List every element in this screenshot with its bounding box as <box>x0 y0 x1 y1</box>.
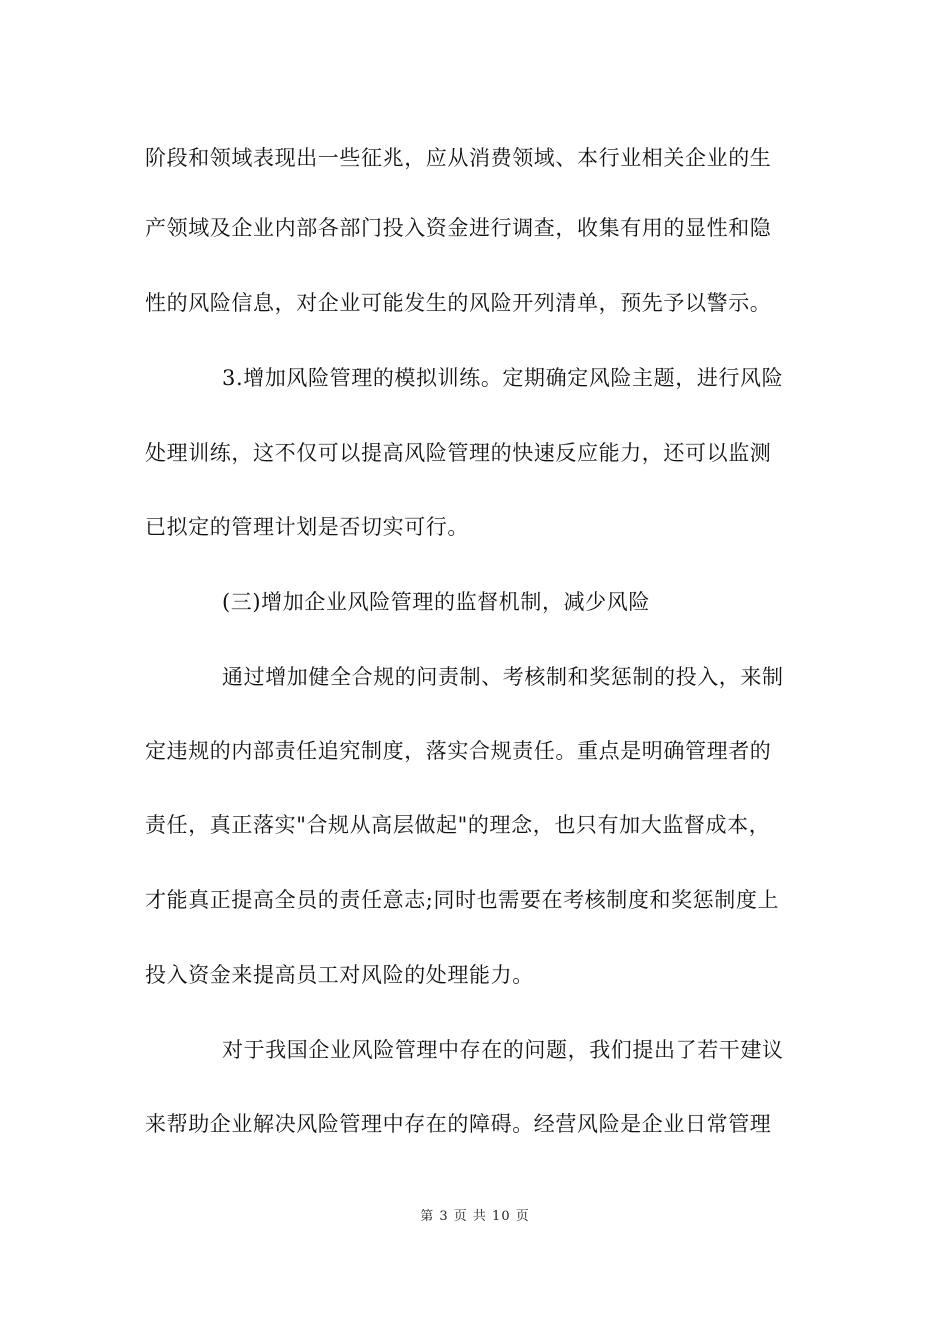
text-line: 通过增加健全合规的问责制、考核制和奖惩制的投入，来制 <box>222 665 784 689</box>
text-line: 产领域及企业内部各部门投入资金进行调查，收集有用的显性和隐 <box>145 216 772 240</box>
text-line: 才能真正提高全员的责任意志;同时也需要在考核制度和奖惩制度上 <box>145 888 780 912</box>
text-line: 已拟定的管理计划是否切实可行。 <box>145 515 469 539</box>
text-line: 阶段和领域表现出一些征兆，应从消费领域、本行业相关企业的生 <box>145 146 772 170</box>
section-heading: (三)增加企业风险管理的监督机制，减少风险 <box>222 590 650 614</box>
text-line: 来帮助企业解决风险管理中存在的障碍。经营风险是企业日常管理 <box>145 1112 772 1136</box>
page-footer: 第 3 页 共 10 页 <box>420 1209 530 1224</box>
text-line: 定违规的内部责任追究制度，落实合规责任。重点是明确管理者的 <box>145 739 772 763</box>
text-line: 3.增加风险管理的模拟训练。定期确定风险主题，进行风险 <box>222 366 784 390</box>
text-line: 处理训练，这不仅可以提高风险管理的快速反应能力，还可以监测 <box>145 441 772 465</box>
text-line: 对于我国企业风险管理中存在的问题，我们提出了若干建议 <box>222 1038 784 1062</box>
text-line: 性的风险信息，对企业可能发生的风险开列清单，预先予以警示。 <box>145 291 772 315</box>
text-line: 投入资金来提高员工对风险的处理能力。 <box>145 963 534 987</box>
text-line: 责任，真正落实"合规从高层做起"的理念，也只有加大监督成本， <box>145 813 771 837</box>
